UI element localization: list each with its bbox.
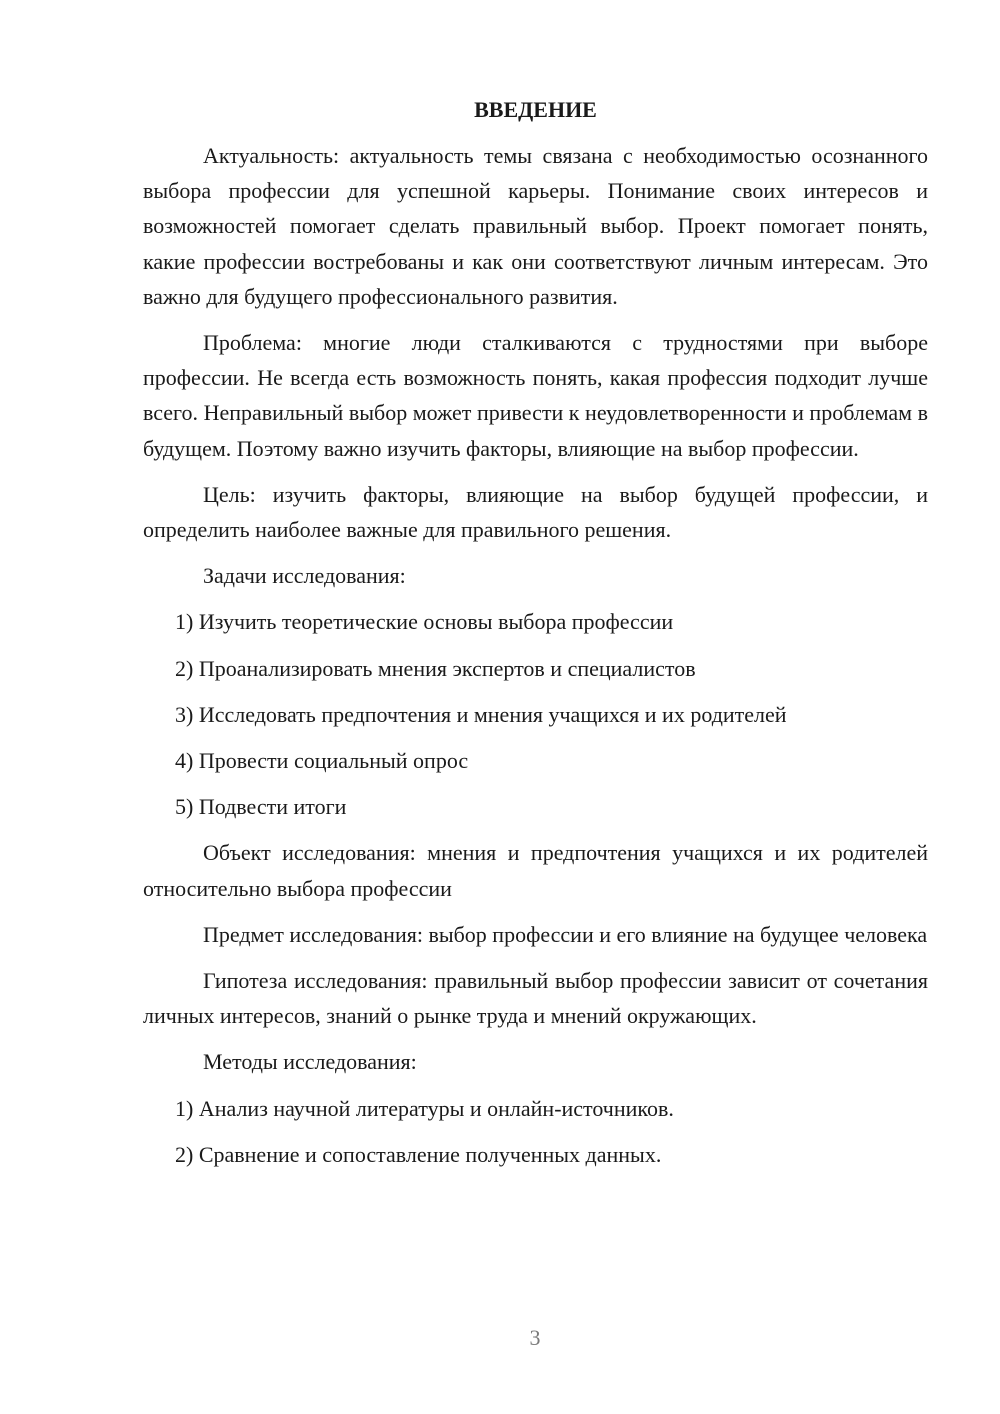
methods-heading: Методы исследования: bbox=[203, 1049, 417, 1075]
methods-list bbox=[143, 1091, 928, 1172]
list-item: 3) Исследовать предпочтения и мнения учащихся и их родителей bbox=[175, 701, 787, 727]
tasks-heading: Задачи исследования: bbox=[203, 563, 406, 589]
list-item: 2) Сравнение и сопоставление полученных данных. bbox=[175, 1141, 662, 1167]
page-number: 3 bbox=[529, 1325, 541, 1350]
problem-paragraph: Проблема: многие люди сталкиваются с трудностями при выборе профессии. Не всегда есть возможность понять, какая профессия подходит лучше всего. Неправильный выбор может привести к неудовлетворенности и проблемам в будущем. Поэтому важно изучить факторы, влияющие на выбор профессии. bbox=[143, 330, 928, 461]
list-item: 5) Подвести итоги bbox=[175, 794, 347, 820]
list-item: 4) Провести социальный опрос bbox=[175, 748, 469, 774]
relevance-paragraph: Актуальность: актуальность темы связана с необходимостью осознанного выбора профессии для успешной карьеры. Понимание своих интересов и возможностей помогает сделать правильный выбор. Проект помогает понять, какие профессии востребованы и как они соответствуют личным интересам. Это важно для будущего профессионального развития. bbox=[143, 143, 928, 309]
object-paragraph: Объект исследования: мнения и предпочтения учащихся и их родителей относительно выбора профессии bbox=[143, 840, 928, 901]
hypothesis-paragraph: Гипотеза исследования: правильный выбор профессии зависит от сочетания личных интересов, знаний о рынке труда и мнений окружающих. bbox=[143, 968, 928, 1029]
list-item: 1) Анализ научной литературы и онлайн-источников. bbox=[175, 1095, 674, 1121]
section-title: ВВЕДЕНИЕ bbox=[474, 97, 597, 122]
list-item: 2) Проанализировать мнения экспертов и специалистов bbox=[175, 655, 696, 681]
list-item: 1) Изучить теоретические основы выбора профессии bbox=[175, 609, 674, 635]
tasks-list bbox=[143, 604, 928, 824]
goal-paragraph: Цель: изучить факторы, влияющие на выбор будущей профессии, и определить наиболее важные для правильного решения. bbox=[143, 481, 928, 543]
subject-paragraph: Предмет исследования: выбор профессии и его влияние на будущее человека bbox=[203, 921, 928, 947]
document-page bbox=[143, 92, 928, 1183]
